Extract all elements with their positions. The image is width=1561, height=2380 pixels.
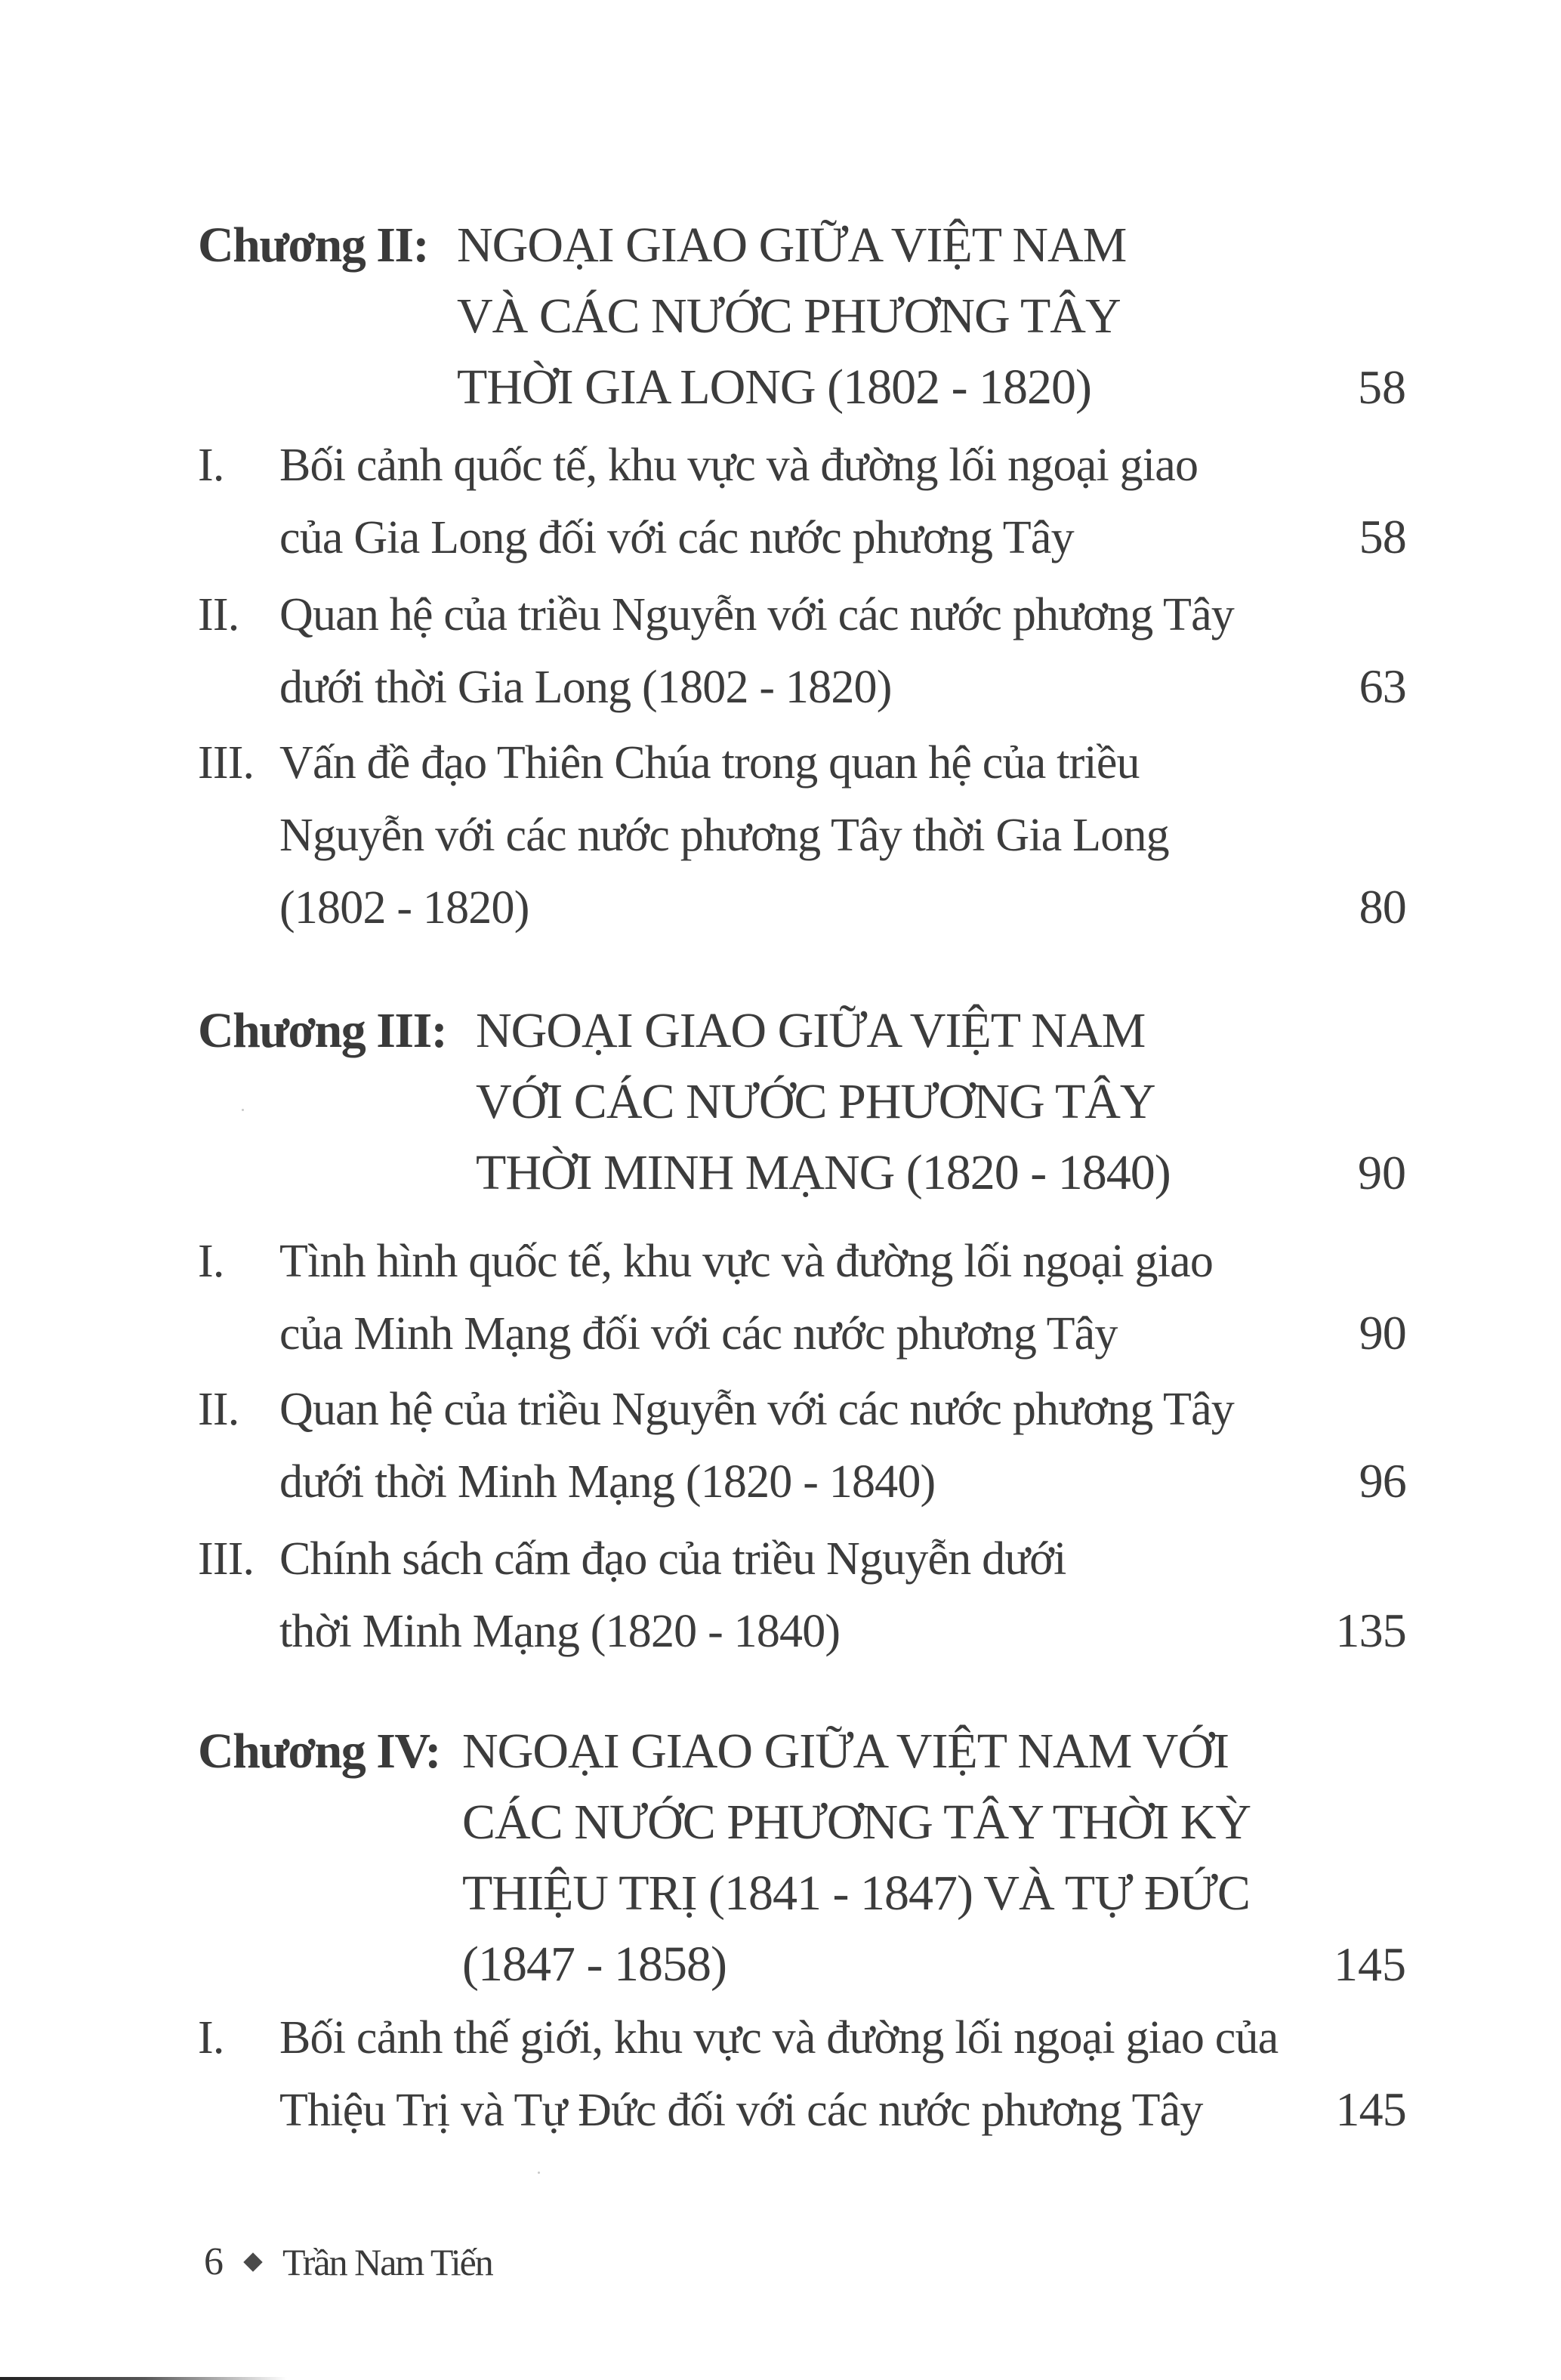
item-numeral: I. [198,440,224,491]
item-numeral: II. [198,589,239,641]
item-line: thời Minh Mạng (1820 - 1840) [279,1606,841,1657]
chapter-heading-2 [198,210,1406,423]
chapter-title-line: THIỆU TRỊ (1841 - 1847) VÀ TỰ ĐỨC [462,1866,1250,1921]
chapter-title [476,996,1406,1209]
toc-item [198,2002,1406,2147]
toc-item [198,579,1406,724]
page-number: 90 [1359,1306,1406,1360]
page-number: 90 [1358,1146,1406,1199]
item-line: Chính sách cấm đạo của triều Nguyễn dưới [279,1533,1066,1585]
item-numeral: III. [198,1533,255,1585]
page-number: 145 [1334,1937,1406,1991]
chapter-label: Chương IV: [198,1724,440,1779]
toc-item [198,1373,1406,1518]
item-numeral: I. [198,1236,224,1287]
page-footer [204,2232,492,2292]
chapter-title-line: VỚI CÁC NƯỚC PHƯƠNG TÂY [476,1074,1155,1129]
item-line: Thiệu Trị và Tự Đức đối với các nước phương Tây [279,2085,1203,2136]
chapter-heading-4 [198,1716,1406,2000]
footer-page-number: 6 [204,2240,224,2283]
scan-speck [242,1109,244,1111]
item-numeral: III. [198,737,255,789]
item-line: Quan hệ của triều Nguyễn với các nước phương Tây [279,1384,1234,1435]
item-line: Bối cảnh thế giới, khu vực và đường lối ngoại giao của [279,2012,1279,2064]
page-number: 63 [1359,659,1406,713]
item-line: Quan hệ của triều Nguyễn với các nước phương Tây [279,589,1234,641]
page-number: 58 [1359,510,1406,563]
diamond-icon [243,2252,262,2271]
chapter-title-line: VÀ CÁC NƯỚC PHƯƠNG TÂY [457,289,1121,344]
chapter-title-line: (1847 - 1858) [462,1937,727,1992]
page-number: 135 [1335,1604,1406,1657]
page-number: 80 [1359,880,1406,934]
item-numeral: I. [198,2012,224,2064]
item-line: của Gia Long đối với các nước phương Tây [279,512,1074,563]
chapter-title [462,1716,1406,2000]
item-line: Nguyễn với các nước phương Tây thời Gia Long [279,810,1169,861]
chapter-title-line: NGOẠI GIAO GIỮA VIỆT NAM VỚI [462,1724,1229,1779]
item-line: dưới thời Minh Mạng (1820 - 1840) [279,1456,936,1508]
toc-item [198,1523,1406,1668]
chapter-label: Chương III: [198,1003,447,1058]
page-number: 145 [1335,2082,1406,2136]
page-number: 96 [1359,1454,1406,1508]
chapter-title [457,210,1406,423]
chapter-title-line: CÁC NƯỚC PHƯƠNG TÂY THỜI KỲ [462,1795,1251,1850]
item-line: Tình hình quốc tế, khu vực và đường lối ngoại giao [279,1236,1214,1287]
chapter-title-line: THỜI GIA LONG (1802 - 1820) [457,360,1092,415]
toc-item [198,727,1406,944]
item-line: dưới thời Gia Long (1802 - 1820) [279,662,892,713]
item-line: Vấn đề đạo Thiên Chúa trong quan hệ của triều [279,737,1140,789]
chapter-title-line: NGOẠI GIAO GIỮA VIỆT NAM [476,1003,1146,1058]
page-number: 58 [1358,360,1406,414]
chapter-title-line: THỜI MINH MẠNG (1820 - 1840) [476,1145,1171,1200]
scan-speck [538,2172,540,2174]
toc-item [198,1225,1406,1370]
item-line: Bối cảnh quốc tế, khu vực và đường lối ngoại giao [279,440,1199,491]
footer-author: Trần Nam Tiến [282,2241,492,2283]
chapter-label: Chương II: [198,218,429,273]
item-line: (1802 - 1820) [279,882,529,934]
toc-item [198,429,1406,574]
page-edge-shadow [0,2377,287,2380]
chapter-heading-3 [198,996,1406,1209]
chapter-title-line: NGOẠI GIAO GIỮA VIỆT NAM [457,218,1127,273]
item-line: của Minh Mạng đối với các nước phương Tây [279,1308,1118,1360]
item-numeral: II. [198,1384,239,1435]
